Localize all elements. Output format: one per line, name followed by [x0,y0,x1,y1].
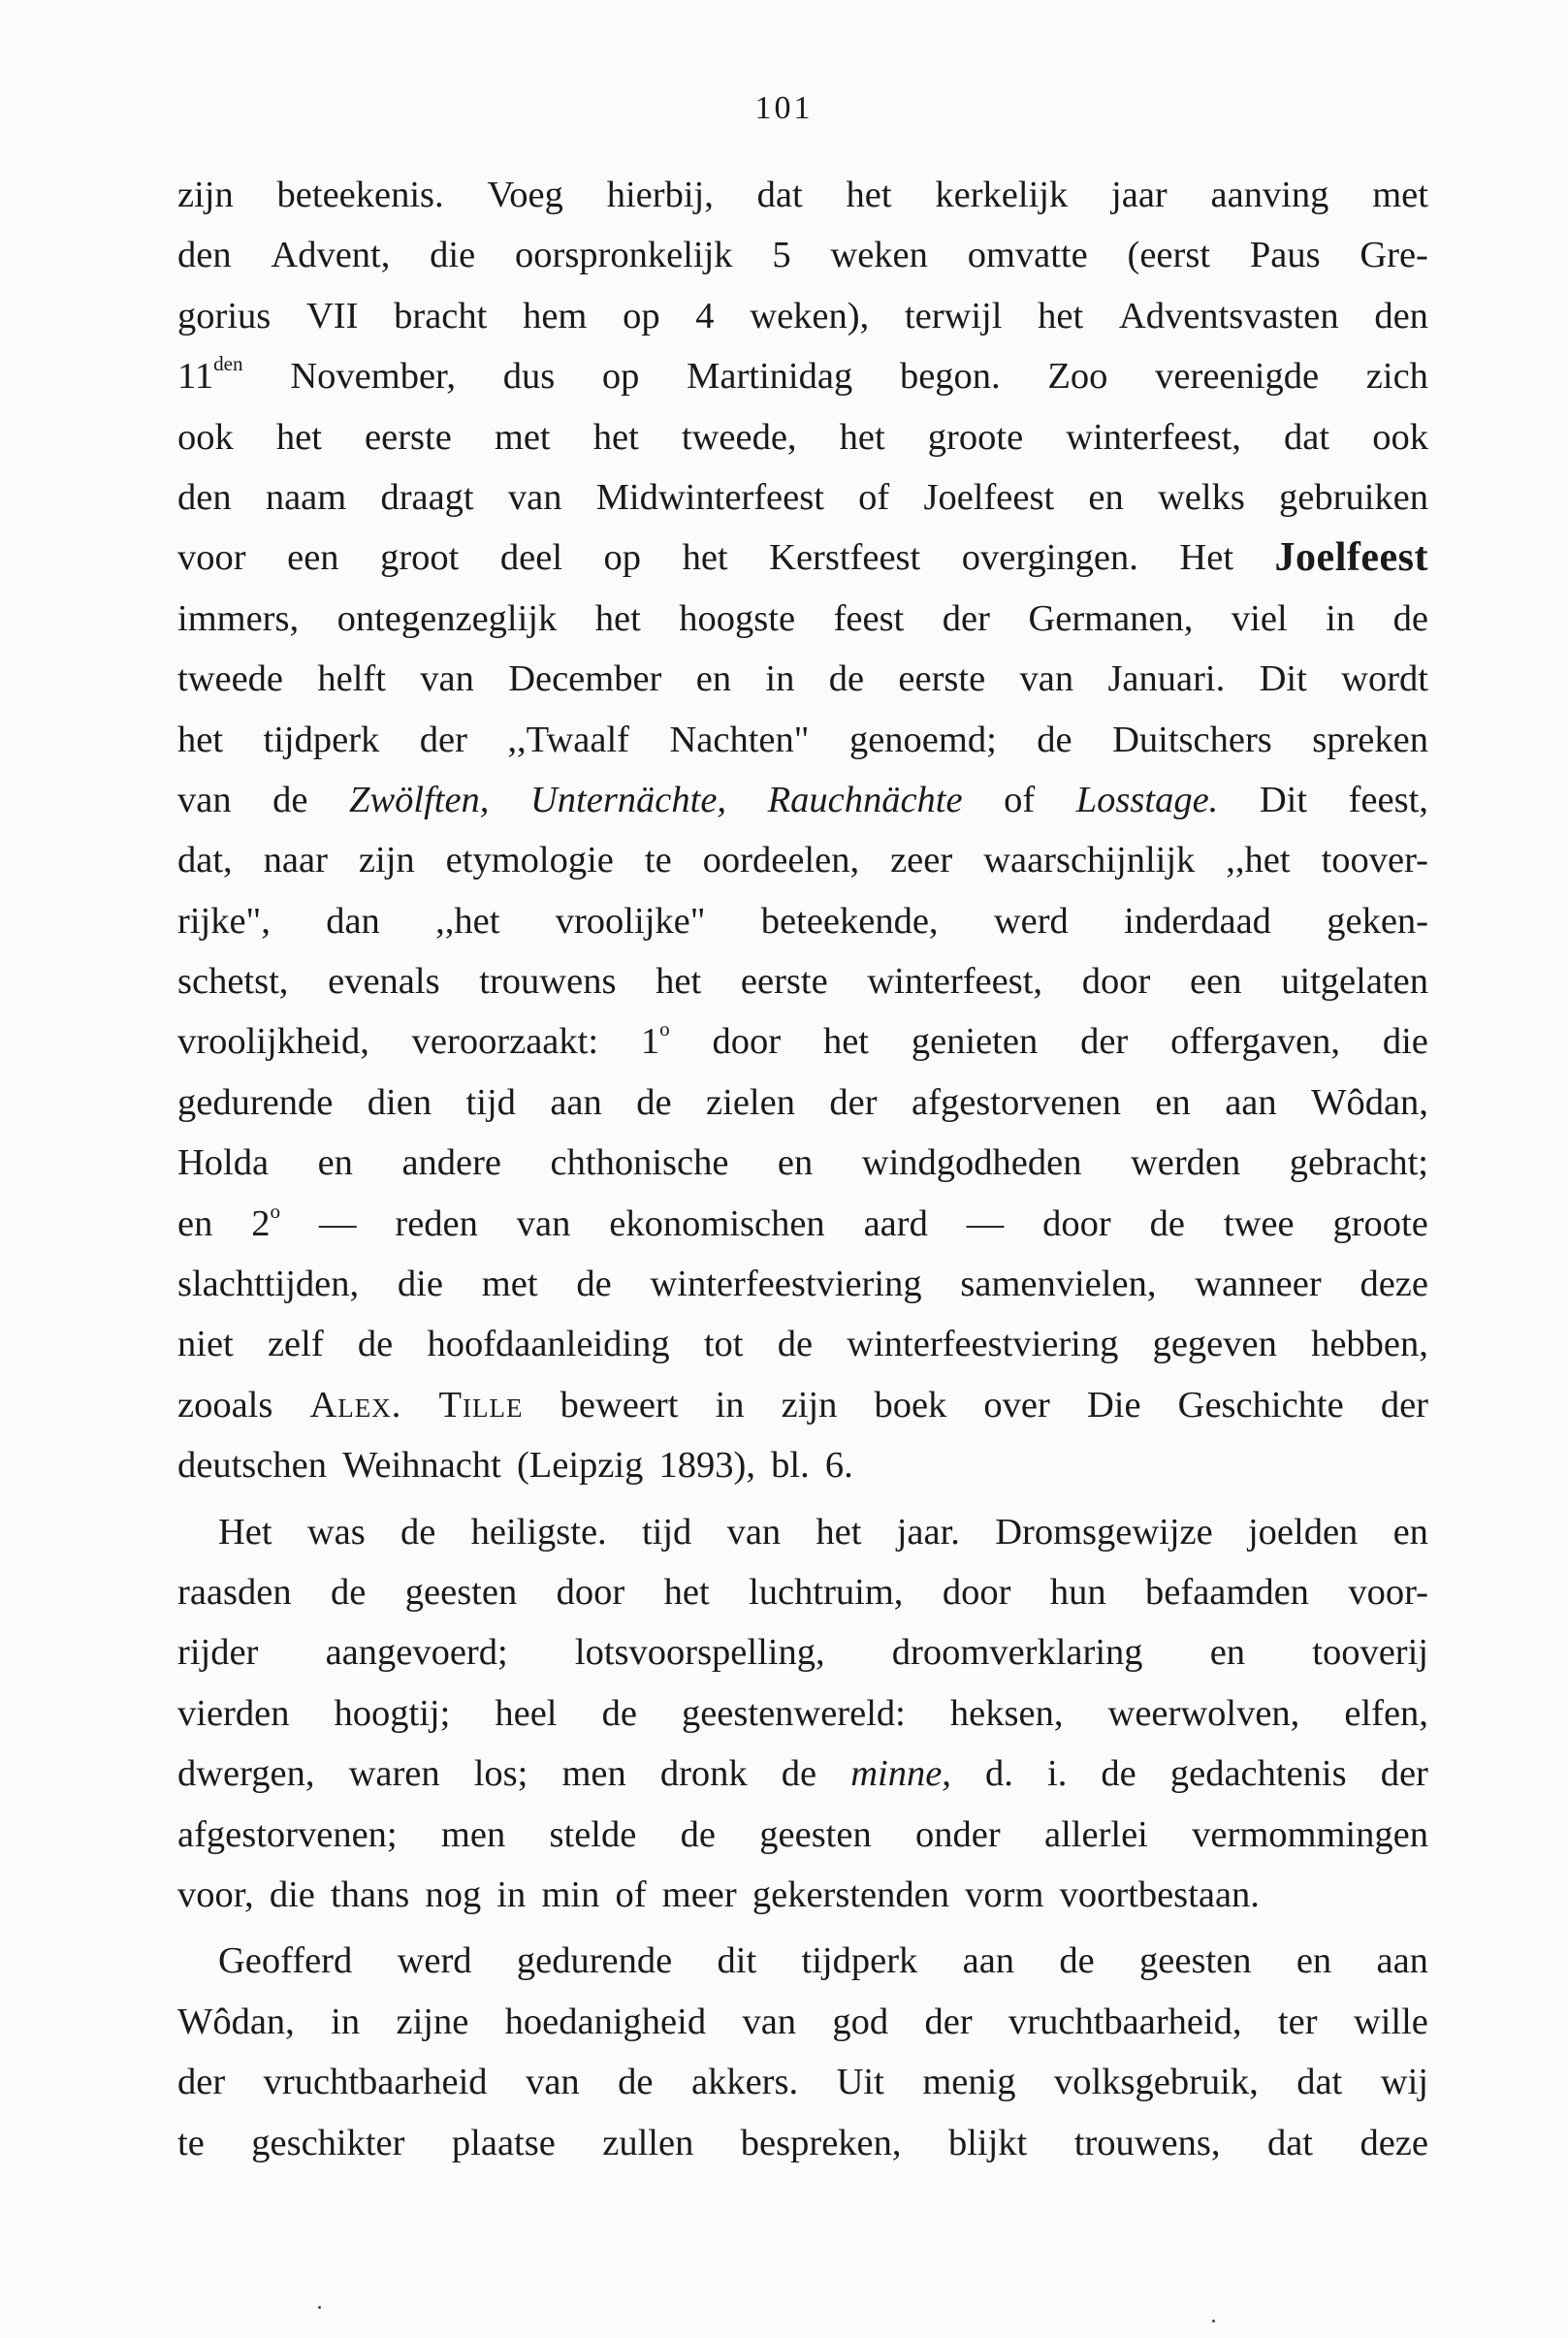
text-line: dat, naar zijn etymologie te oordeelen, zeer waarschijnlijk ,,het toover- [177,840,1428,881]
text-line: vroolijkheid, veroorzaakt: 1$^o$ door het genieten der offergaven, die [177,1017,1428,1063]
text-line: schetst, evenals trouwens het eerste winterfeest, door een uitgelaten [177,961,1428,1003]
text-line: en 2$^o$ — reden van ekonomischen aard — door de twee groote [177,1199,1428,1244]
text-line: zijn beteekenis. Voeg hierbij, dat het kerkelijk jaar aanving met [177,175,1428,215]
text-line: der vruchtbaarheid van de akkers. Uit menig volksgebruik, dat wij [177,2062,1428,2103]
text-line: afgestorvenen; men stelde de geesten onder allerlei vermommingen [177,1813,1428,1855]
text-line: gedurende dien tijd aan de zielen der afgestorvenen en aan Wôdan, [177,1081,1428,1123]
text-line: niet zelf de hoofdaanleiding tot de winterfeestviering gegeven hebben, [177,1324,1428,1365]
text-line: deutschen Weihnacht (Leipzig 1893), bl. 6. [177,1445,853,1487]
text-line: zooals Alex. Tille beweert in zijn boek over Die Geschichte der [177,1384,1428,1425]
text-line: te geschikter plaatse zullen bespreken, blijkt trouwens, dat deze [177,2122,1428,2163]
text-line: Wôdan, in zijne hoedanigheid van god der vruchtbaarheid, ter wille [177,2001,1428,2042]
text-line: Het was de heiligste. tijd van het jaar. Dromsgewijze joelden en [218,1511,1428,1553]
text-line: Geofferd werd gedurende dit tijdperk aan de geesten en aan [218,1940,1428,1982]
text-line: ook het eerste met het tweede, het groote winterfeest, dat ook [177,416,1428,458]
text-line: voor, die thans nog in min of meer gekerstenden vorm voortbestaan. [177,1874,1260,1915]
page-number: 101 [754,90,814,126]
paper-speck [1212,2320,1215,2322]
body-text [177,165,1428,2173]
text-line: $11^{den}$ November, dus op Martinidag begon. Zoo vereenigde zich [177,352,1428,398]
text-line: van de Zwölften, Unternächte, Rauchnächte of Losstage. Dit feest, [177,779,1428,820]
text-line: den Advent, die oorspronkelijk 5 weken omvatte (eerst Paus Gre- [177,235,1428,276]
text-line: dwergen, waren los; men dronk de minne, d. i. de gedachtenis der [177,1753,1428,1795]
text-line: het tijdperk der ,,Twaalf Nachten" genoemd; de Duitschers spreken [177,719,1428,760]
paper-speck [318,2306,321,2309]
text-line: tweede helft van December en in de eerste van Januari. Dit wordt [177,658,1428,700]
text-line: voor een groot deel op het Kerstfeest overgingen. Het Joelfeest [177,535,1428,581]
text-line: Holda en andere chthonische en windgodheden werden gebracht; [177,1142,1428,1184]
text-line: rijder aangevoerd; lotsvoorspelling, droomverklaring en tooverij [177,1632,1428,1674]
text-line: rijke", dan ,,het vroolijke" beteekende, werd inderdaad geken- [177,900,1428,942]
text-line: vierden hoogtij; heel de geestenwereld: heksen, weerwolven, elfen, [177,1692,1428,1734]
text-line: den naam draagt van Midwinterfeest of Joelfeest en welks gebruiken [177,476,1428,518]
text-line: raasden de geesten door het luchtruim, door hun befaamden voor- [177,1571,1428,1613]
text-line: slachttijden, die met de winterfeestviering samenvielen, wanneer deze [177,1264,1428,1305]
text-line: gorius VII bracht hem op 4 weken), terwijl het Adventsvasten den [177,295,1428,336]
text-line: immers, ontegenzeglijk het hoogste feest der Germanen, viel in de [177,597,1428,639]
